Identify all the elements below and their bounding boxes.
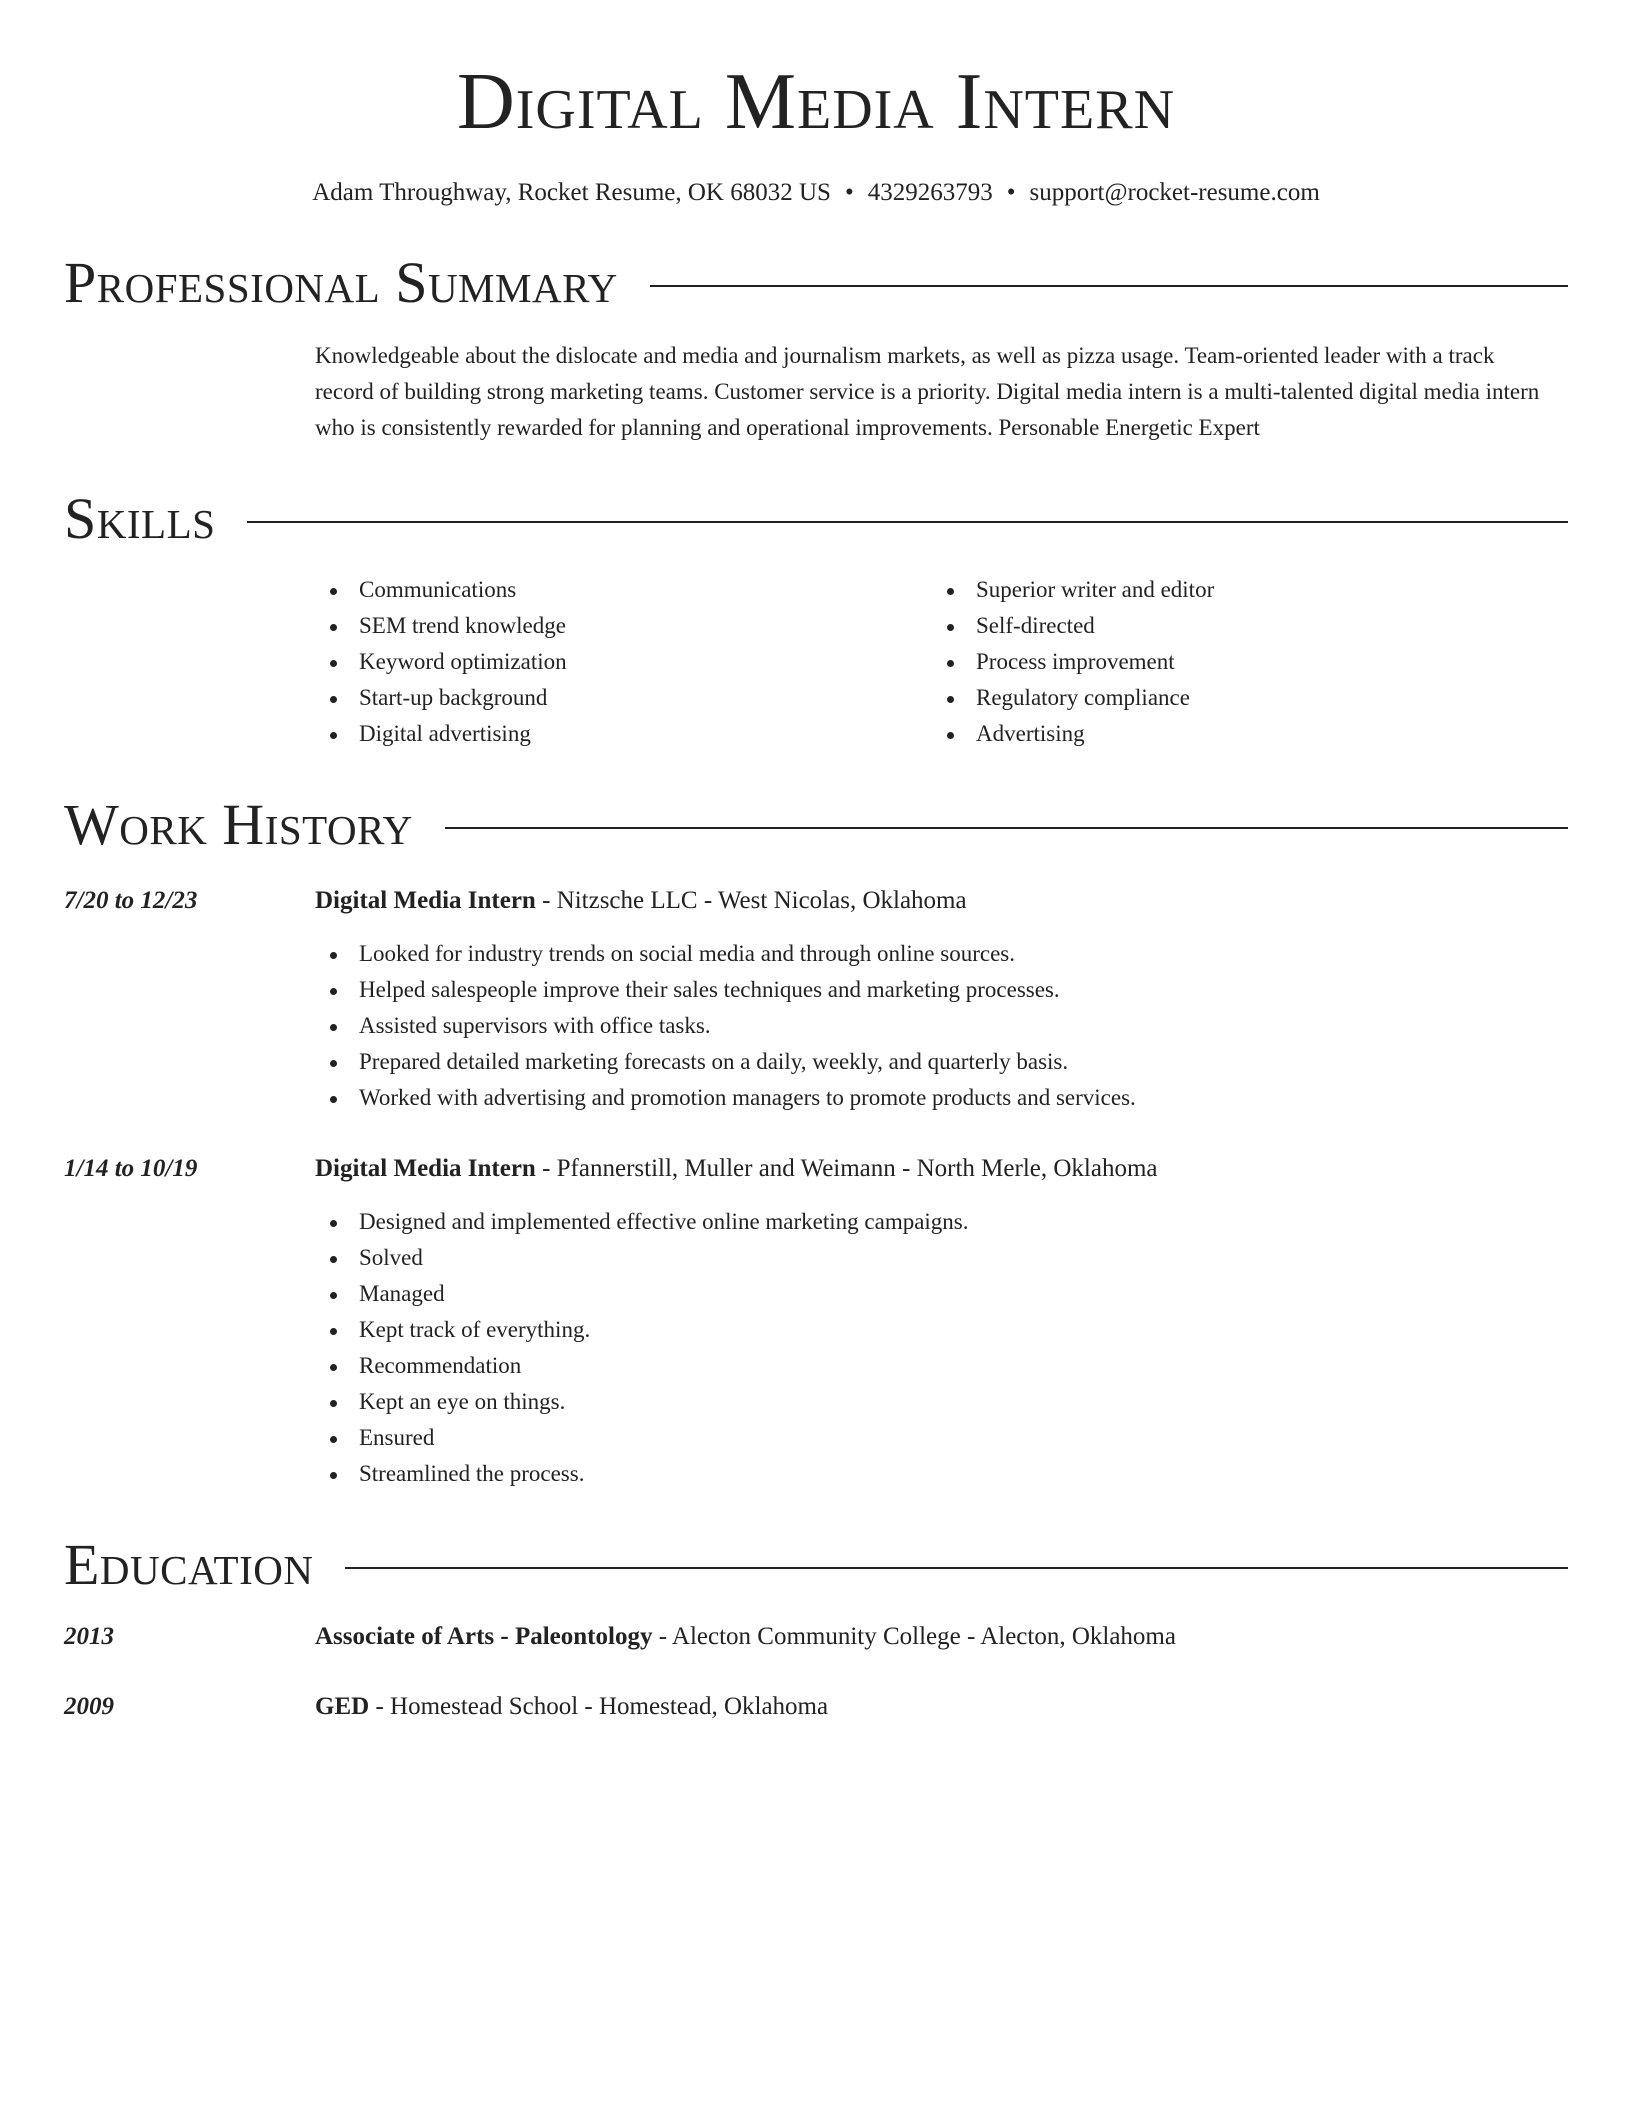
job-duty: Recommendation <box>315 1348 1568 1384</box>
education-entry <box>64 1620 1568 1654</box>
contact-separator: • <box>844 179 854 206</box>
job-heading <box>315 884 1568 918</box>
job-employer: - Nitzsche LLC - West Nicolas, Oklahoma <box>535 887 967 914</box>
job-dates: 7/20 to 12/23 <box>64 887 198 914</box>
education-heading-line <box>315 1620 1568 1654</box>
skill-item: Communications <box>315 572 932 608</box>
education-school: - Alecton Community College - Alecton, Oklahoma <box>652 1623 1176 1650</box>
education-year: 2013 <box>64 1623 114 1650</box>
skill-item: Process improvement <box>932 644 1549 680</box>
job-duty: Managed <box>315 1276 1568 1312</box>
job-duty: Prepared detailed marketing forecasts on a daily, weekly, and quarterly basis. <box>315 1044 1568 1080</box>
skill-item: Superior writer and editor <box>932 572 1549 608</box>
skills-column-right <box>932 572 1549 752</box>
skill-item: Self-directed <box>932 608 1549 644</box>
summary-section-header <box>64 250 1568 316</box>
job-heading <box>315 1152 1568 1186</box>
skills-list <box>315 572 1568 752</box>
education-degree: GED <box>315 1693 370 1720</box>
job-title: Digital Media Intern <box>315 887 536 914</box>
contact-line <box>64 176 1568 210</box>
contact-address: Adam Throughway, Rocket Resume, OK 68032 US <box>312 179 831 206</box>
job-duty: Kept track of everything. <box>315 1312 1568 1348</box>
summary-heading: Professional Summary <box>64 250 618 315</box>
education-heading: Education <box>64 1532 314 1597</box>
education-year: 2009 <box>64 1693 114 1720</box>
job-duty: Helped salespeople improve their sales techniques and marketing processes. <box>315 972 1568 1008</box>
skill-item: SEM trend knowledge <box>315 608 932 644</box>
job-duty: Assisted supervisors with office tasks. <box>315 1008 1568 1044</box>
education-heading-line <box>315 1690 1568 1724</box>
section-divider <box>247 521 1568 523</box>
job-body <box>315 1152 1568 1492</box>
education-list <box>64 1620 1568 1724</box>
education-entry <box>64 1690 1568 1724</box>
work-history <box>64 884 1568 1492</box>
contact-phone: 4329263793 <box>867 179 993 206</box>
skills-column-left <box>315 572 932 752</box>
section-divider <box>345 1567 1568 1569</box>
job-entry <box>64 884 1568 1116</box>
contact-email: support@rocket-resume.com <box>1029 179 1320 206</box>
section-divider <box>445 827 1568 829</box>
skills-section-header <box>64 486 1568 552</box>
job-duty: Solved <box>315 1240 1568 1276</box>
job-duty: Worked with advertising and promotion managers to promote products and services. <box>315 1080 1568 1116</box>
job-title: Digital Media Intern <box>315 1155 536 1182</box>
job-duties <box>315 936 1568 1116</box>
summary-text: Knowledgeable about the dislocate and media and journalism markets, as well as pizza usage. Team-oriented leader with a track record of building strong marketing teams. Customer service is a priority. Digital media intern is a multi-talented digital media intern who is consistently rewarded for planning and operational improvements. Personable Energetic Expert <box>315 343 1540 440</box>
skill-item: Advertising <box>932 716 1549 752</box>
job-duty: Designed and implemented effective online marketing campaigns. <box>315 1204 1568 1240</box>
skill-item: Keyword optimization <box>315 644 932 680</box>
skill-item: Regulatory compliance <box>932 680 1549 716</box>
resume-title: Digital Media Intern <box>456 58 1176 146</box>
job-duties <box>315 1204 1568 1492</box>
job-employer: - Pfannerstill, Muller and Weimann - North Merle, Oklahoma <box>535 1155 1158 1182</box>
section-divider <box>650 285 1568 287</box>
education-section-header <box>64 1532 1568 1598</box>
job-duty: Streamlined the process. <box>315 1456 1568 1492</box>
job-entry <box>64 1152 1568 1492</box>
job-duty: Kept an eye on things. <box>315 1384 1568 1420</box>
education-school: - Homestead School - Homestead, Oklahoma <box>369 1693 829 1720</box>
work-section-header <box>64 792 1568 858</box>
contact-separator: • <box>1006 179 1016 206</box>
work-heading: Work History <box>64 792 413 857</box>
job-dates: 1/14 to 10/19 <box>64 1155 198 1182</box>
job-duty: Looked for industry trends on social media and through online sources. <box>315 936 1568 972</box>
skill-item: Digital advertising <box>315 716 932 752</box>
education-degree: Associate of Arts - Paleontology <box>315 1623 653 1650</box>
skills-heading: Skills <box>64 486 216 551</box>
job-duty: Ensured <box>315 1420 1568 1456</box>
job-body <box>315 884 1568 1116</box>
skill-item: Start-up background <box>315 680 932 716</box>
